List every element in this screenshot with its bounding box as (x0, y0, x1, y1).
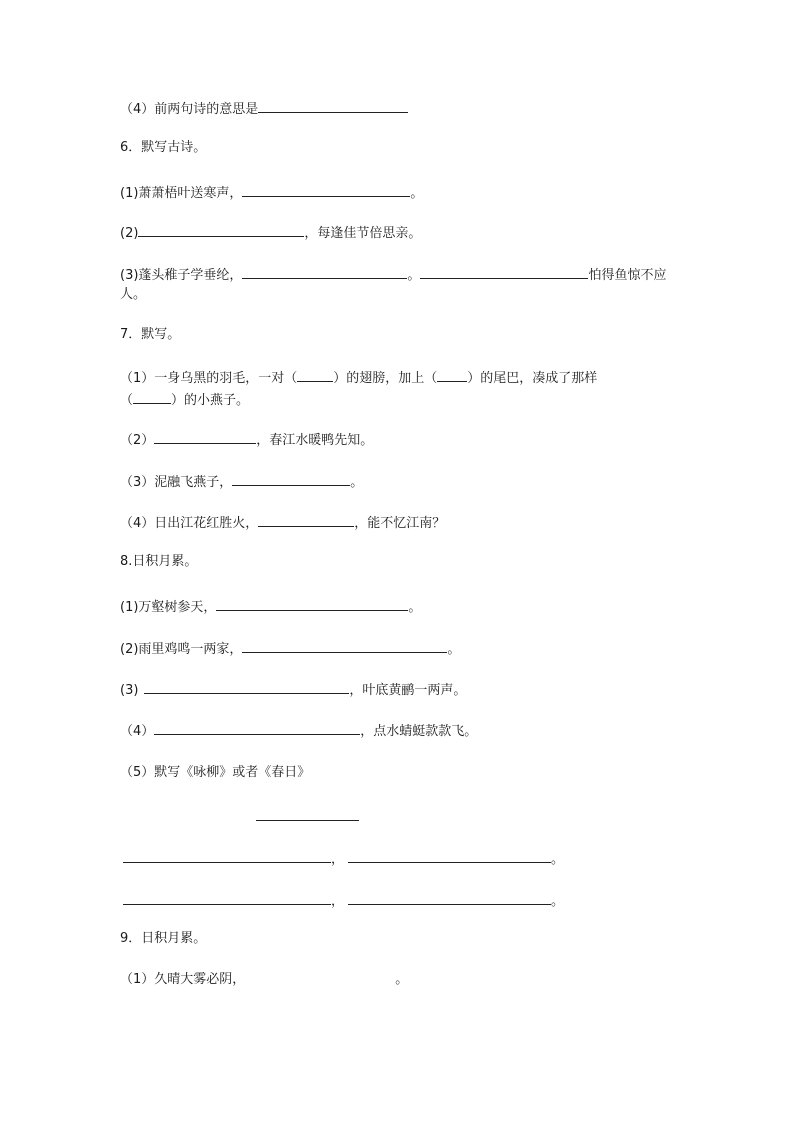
q7-line-1-wrap (120, 390, 249, 406)
line-prefix: （4）日出江花红胜火， (120, 516, 259, 531)
poem-title-blank[interactable] (256, 820, 359, 821)
item-number: （4） (120, 102, 155, 117)
line-suffix: 。 (350, 475, 364, 490)
answer-blank[interactable] (154, 721, 360, 735)
line-mid: 。 (407, 268, 421, 283)
line-suffix: ）的小燕子。 (171, 393, 250, 408)
answer-blank[interactable] (242, 639, 447, 653)
q8-line-2 (120, 639, 460, 655)
line-prefix: (3)蓬头稚子学垂纶， (120, 268, 243, 283)
line-prefix: (1)萧萧梧叶送寒声， (120, 186, 243, 201)
q8-line-5: （5）默写《咏柳》或者《春日》 (120, 765, 311, 780)
line-suffix: 怕得鱼惊不应 (588, 268, 667, 283)
line-prefix: (2)雨里鸡鸣一两家， (120, 642, 243, 657)
q6-heading: 6．默写古诗。 (120, 140, 207, 155)
line-prefix: (3) (120, 683, 139, 698)
line-mid: ）的翅膀，加上（ (333, 371, 438, 386)
line-prefix: (1)万壑树参天， (120, 600, 217, 615)
answer-blank[interactable] (420, 265, 588, 279)
answer-blank[interactable] (216, 597, 408, 611)
q7-line-1 (120, 368, 597, 384)
q8-line-3 (120, 680, 466, 696)
poem-line-1 (123, 849, 564, 865)
q6-line-1 (120, 183, 423, 199)
line-prefix: （3）泥融飞燕子， (120, 475, 233, 490)
comma: ， (331, 894, 345, 909)
line-prefix: （1）久晴大雾必阴， (120, 972, 246, 987)
q7-heading: 7．默写。 (120, 327, 181, 342)
comma: ， (331, 852, 345, 867)
line-suffix: ，点水蜻蜓款款飞。 (360, 724, 478, 739)
answer-blank[interactable] (133, 390, 171, 404)
line-suffix: 。 (447, 642, 461, 657)
line-suffix: ，叶底黄鹂一两声。 (349, 683, 467, 698)
line-prefix: （2） (120, 433, 155, 448)
answer-blank[interactable] (138, 223, 304, 237)
answer-blank[interactable] (348, 891, 551, 905)
q8-heading: 8.日积月累。 (120, 554, 198, 569)
q7-line-4 (120, 513, 445, 529)
line-suffix: 。 (408, 600, 422, 615)
line-suffix: ，每逢佳节倍思亲。 (304, 226, 422, 241)
answer-blank[interactable] (144, 680, 349, 694)
q6-line-3 (120, 265, 666, 281)
line-suffix: 。 (410, 186, 424, 201)
answer-blank[interactable] (242, 265, 407, 279)
period: 。 (551, 894, 565, 909)
answer-blank[interactable] (123, 849, 331, 863)
q7-line-3 (120, 472, 363, 488)
answer-blank[interactable] (123, 891, 331, 905)
q9-heading: 9．日积月累。 (120, 931, 207, 946)
answer-blank[interactable] (258, 99, 408, 113)
line-prefix: （4） (120, 724, 155, 739)
open-paren: （ (120, 393, 134, 408)
line-suffix: ，春江水暖鸭先知。 (256, 433, 374, 448)
line-suffix: ，能不忆江南？ (354, 516, 446, 531)
line-text: （1）一身乌黑的羽毛，一对（ (120, 371, 298, 386)
q6-line-3-wrap: 人。 (120, 287, 147, 302)
q9-line-1 (120, 972, 408, 988)
line-suffix: 。 (395, 972, 409, 987)
period: 。 (551, 852, 565, 867)
answer-blank[interactable] (348, 849, 551, 863)
answer-blank[interactable] (437, 368, 467, 382)
line-suffix: ）的尾巴，凑成了那样 (467, 371, 598, 386)
answer-blank[interactable] (297, 368, 333, 382)
q5-item-4 (120, 99, 408, 115)
poem-line-2 (123, 891, 564, 907)
q7-line-2 (120, 430, 373, 446)
line-prefix: (2) (120, 226, 139, 241)
q6-line-2 (120, 223, 421, 239)
q8-line-1 (120, 597, 421, 613)
answer-blank[interactable] (258, 513, 354, 527)
answer-blank[interactable] (232, 472, 350, 486)
answer-blank[interactable] (242, 183, 410, 197)
q8-line-4 (120, 721, 477, 737)
answer-blank[interactable] (154, 430, 256, 444)
item-text: 前两句诗的意思是 (154, 102, 259, 117)
